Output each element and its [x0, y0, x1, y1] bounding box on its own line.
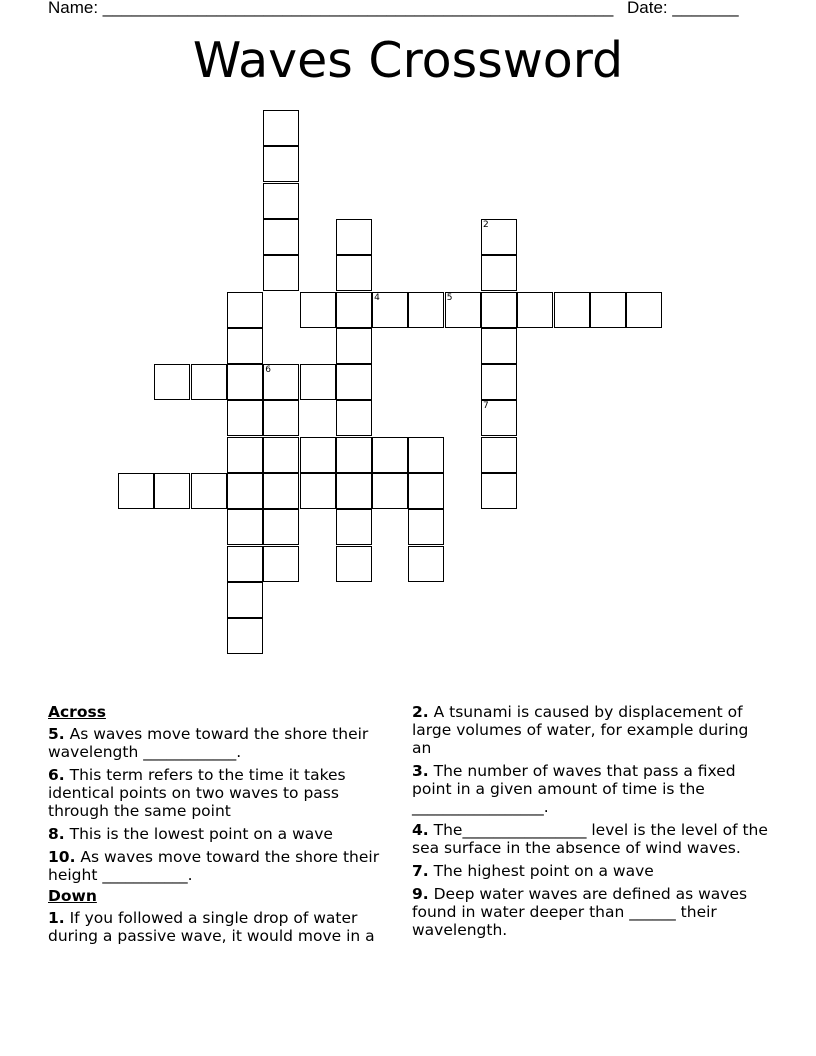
crossword-cell[interactable]: [336, 292, 372, 328]
crossword-cell[interactable]: [372, 437, 408, 473]
crossword-cell[interactable]: [336, 400, 372, 436]
crossword-cell[interactable]: [263, 509, 299, 545]
crossword-cell[interactable]: [227, 364, 263, 400]
name-field-label: Name: ______________________________________________________: [48, 0, 614, 17]
crossword-cell[interactable]: [336, 255, 372, 291]
crossword-cell[interactable]: [408, 509, 444, 545]
crossword-cell[interactable]: [336, 546, 372, 582]
crossword-cell[interactable]: [336, 364, 372, 400]
crossword-cell[interactable]: [227, 618, 263, 654]
crossword-cell[interactable]: [227, 473, 263, 509]
crossword-cell[interactable]: [263, 364, 299, 400]
crossword-cell[interactable]: [227, 437, 263, 473]
crossword-cell[interactable]: [481, 364, 517, 400]
crossword-cell[interactable]: [227, 400, 263, 436]
crossword-cell[interactable]: [263, 219, 299, 255]
crossword-cell[interactable]: [118, 473, 154, 509]
crossword-cell[interactable]: [445, 292, 481, 328]
across-heading: Across: [48, 703, 106, 721]
crossword-cell[interactable]: [191, 473, 227, 509]
crossword-cell[interactable]: [336, 219, 372, 255]
crossword-cell[interactable]: [408, 292, 444, 328]
crossword-cell[interactable]: [481, 219, 517, 255]
crossword-cell[interactable]: [481, 292, 517, 328]
down-clue-7: 7. The highest point on a wave: [412, 862, 654, 880]
across-clue-5: 5. As waves move toward the shore their wavelength ____________.: [48, 725, 369, 761]
across-clue-8: 8. This is the lowest point on a wave: [48, 825, 333, 843]
crossword-cell[interactable]: [300, 437, 336, 473]
crossword-cell[interactable]: [300, 292, 336, 328]
crossword-cell[interactable]: [263, 400, 299, 436]
crossword-cell[interactable]: [481, 400, 517, 436]
crossword-cell[interactable]: [263, 437, 299, 473]
crossword-cell[interactable]: [372, 292, 408, 328]
crossword-cell[interactable]: [372, 473, 408, 509]
down-clue-2: 2. A tsunami is caused by displacement of large volumes of water, for example during an: [412, 703, 749, 757]
crossword-cell[interactable]: [336, 437, 372, 473]
crossword-cell[interactable]: [590, 292, 626, 328]
clue-number: 6: [265, 365, 271, 376]
crossword-cell[interactable]: [154, 364, 190, 400]
clue-number: 5: [446, 292, 453, 303]
crossword-cell[interactable]: [263, 255, 299, 291]
crossword-cell[interactable]: [481, 473, 517, 509]
crossword-cell[interactable]: [154, 473, 190, 509]
crossword-cell[interactable]: [227, 292, 263, 328]
crossword-cell[interactable]: [481, 255, 517, 291]
across-clue-6: 6. This term refers to the time it takes identical points on two waves to pass through the same point: [48, 766, 346, 820]
crossword-cell[interactable]: [300, 473, 336, 509]
crossword-cell[interactable]: [554, 292, 590, 328]
date-field-label: Date: _______: [627, 0, 739, 17]
crossword-cell[interactable]: [336, 509, 372, 545]
clues-left-column: [48, 703, 400, 950]
down-clue-1: 1. If you followed a single drop of water during a passive wave, it would move in a: [48, 909, 375, 945]
crossword-cell[interactable]: [227, 546, 263, 582]
clue-number: 7: [483, 401, 489, 412]
down-heading: Down: [48, 887, 97, 905]
crossword-cell[interactable]: [626, 292, 662, 328]
crossword-cell[interactable]: [481, 328, 517, 364]
crossword-cell[interactable]: [191, 364, 227, 400]
crossword-cell[interactable]: [227, 509, 263, 545]
page-title: Waves Crossword: [192, 32, 624, 89]
crossword-cell[interactable]: [263, 546, 299, 582]
crossword-cell[interactable]: [263, 146, 299, 182]
clues-right-column: [412, 703, 768, 944]
crossword-cell[interactable]: [227, 328, 263, 364]
clue-number: 4: [374, 292, 380, 303]
clue-number: 2: [483, 219, 489, 230]
crossword-cell[interactable]: [408, 546, 444, 582]
crossword-cell[interactable]: [227, 582, 263, 618]
crossword-cell[interactable]: [263, 473, 299, 509]
down-clue-3: 3. The number of waves that pass a fixed point in a given amount of time is the _________________.: [412, 762, 736, 816]
crossword-cell[interactable]: [336, 473, 372, 509]
crossword-cell[interactable]: [408, 473, 444, 509]
crossword-cell[interactable]: [300, 364, 336, 400]
across-clue-10: 10. As waves move toward the shore their height ___________.: [48, 848, 380, 884]
crossword-cell[interactable]: [408, 437, 444, 473]
crossword-cell[interactable]: [263, 110, 299, 146]
crossword-cell[interactable]: [481, 437, 517, 473]
crossword-cell[interactable]: [517, 292, 553, 328]
down-clue-4: 4. The________________ level is the level of the sea surface in the absence of wind waves.: [412, 821, 768, 857]
crossword-cell[interactable]: [336, 328, 372, 364]
crossword-cell[interactable]: [263, 183, 299, 219]
down-clue-9: 9. Deep water waves are defined as waves found in water deeper than ______ their wavelength.: [412, 885, 748, 939]
